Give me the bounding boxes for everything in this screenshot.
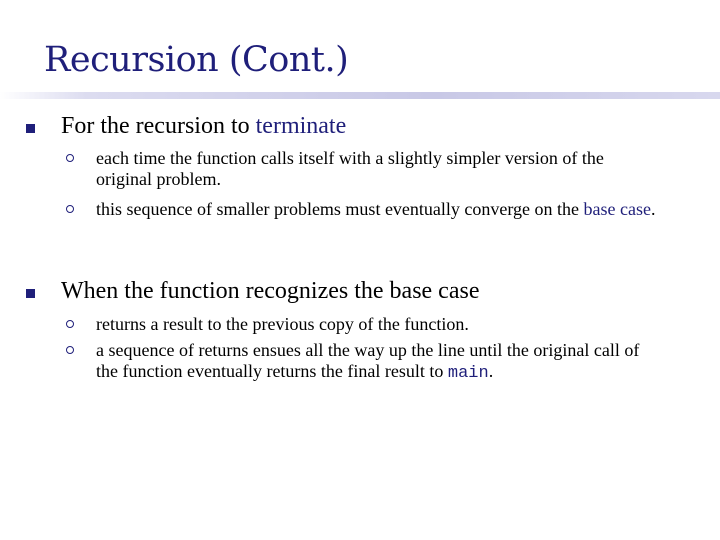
sub-bullet-text: a sequence of returns ensues all the way up the line until the original call of the function eventually returns the final result to	[96, 340, 640, 381]
sub-bullet-text: returns a result to the previous copy of the function.	[96, 314, 469, 334]
bullet-2-sub-1	[96, 314, 656, 335]
sub-bullet-text: this sequence of smaller problems must eventually converge on the	[96, 199, 584, 219]
bullet-2-text: When the function recognizes the base case	[61, 278, 480, 304]
bullet-1-highlight: terminate	[255, 113, 347, 139]
sub-bullet-text: each time the function calls itself with a slightly simpler version of the original problem.	[96, 148, 604, 189]
slide-title: Recursion (Cont.)	[44, 40, 349, 80]
bullet-2	[61, 278, 479, 305]
ring-bullet-icon	[66, 154, 74, 162]
square-bullet-icon	[26, 289, 35, 298]
sub-bullet-text-end: .	[651, 199, 656, 219]
base-case-highlight: base case	[583, 199, 652, 219]
main-code-highlight: main	[447, 364, 489, 383]
bullet-1	[61, 113, 346, 140]
ring-bullet-icon	[66, 205, 74, 213]
bullet-1-sub-2	[96, 199, 656, 220]
ring-bullet-icon	[66, 320, 74, 328]
ring-bullet-icon	[66, 346, 74, 354]
square-bullet-icon	[26, 124, 35, 133]
bullet-1-sub-1	[96, 148, 656, 190]
bullet-1-text: For the recursion to	[61, 113, 256, 139]
sub-bullet-text-end: .	[488, 361, 494, 381]
bullet-2-sub-2	[96, 340, 656, 384]
title-divider	[0, 92, 720, 99]
